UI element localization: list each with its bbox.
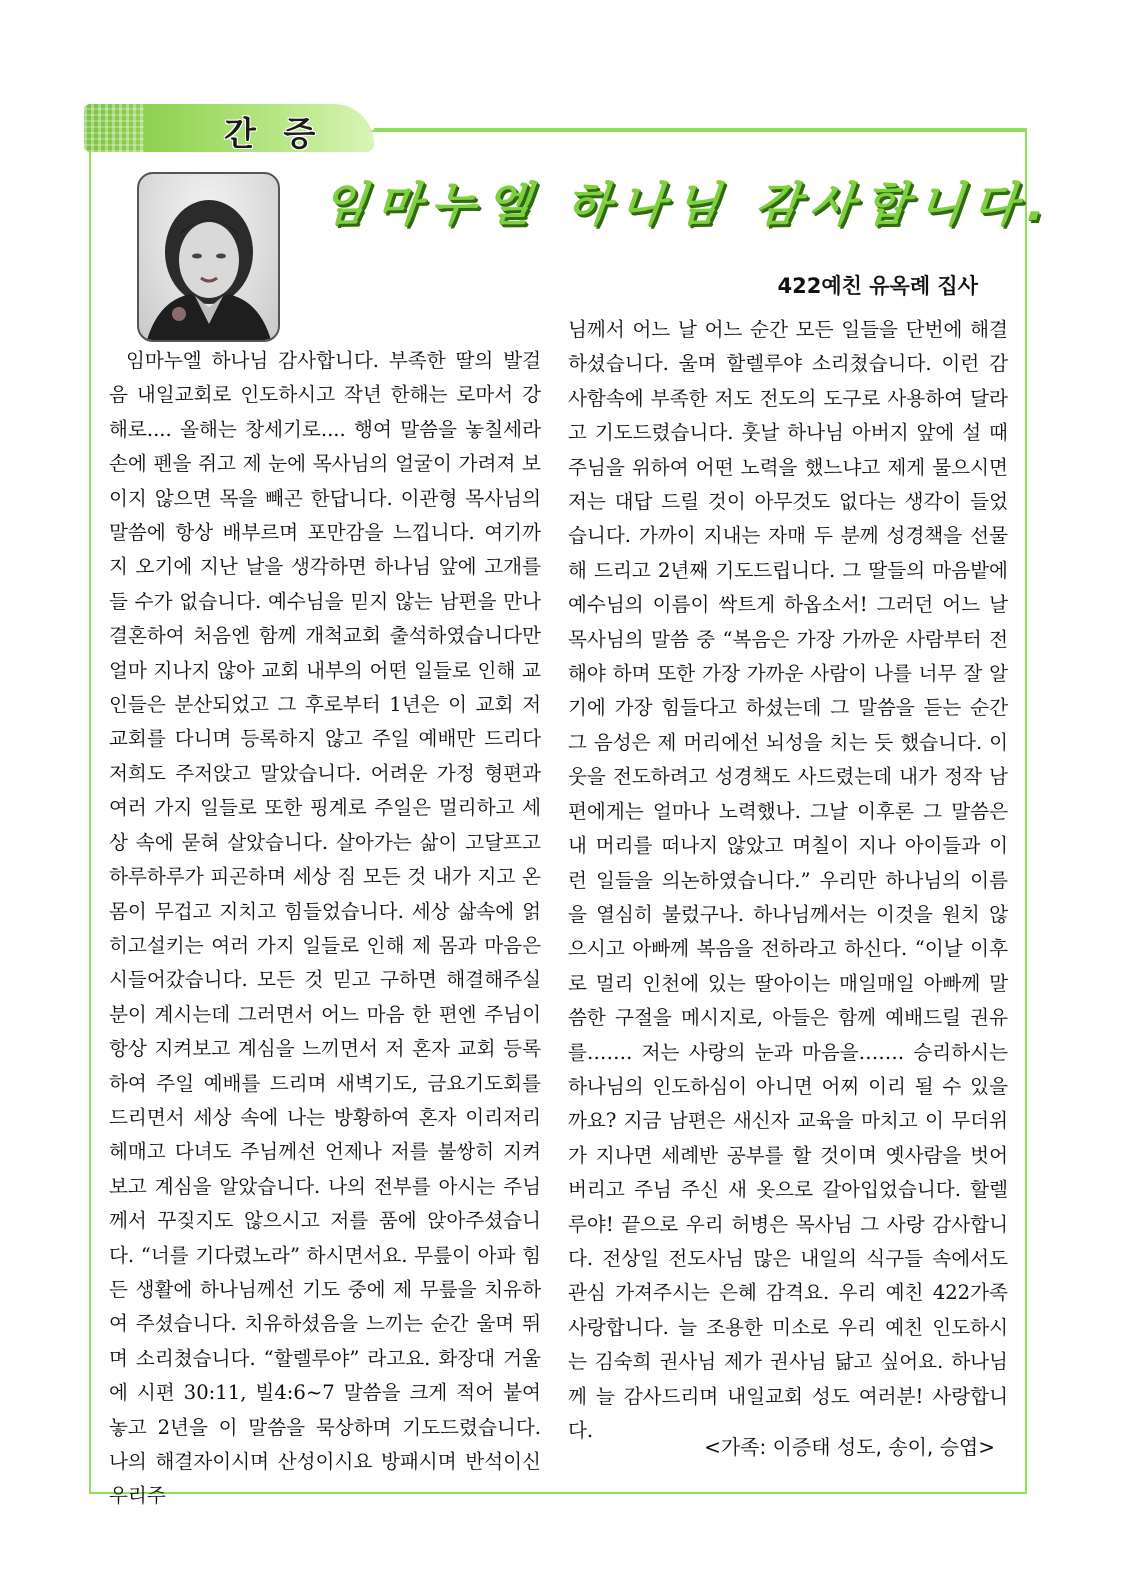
portrait-image bbox=[139, 174, 278, 340]
tab-pattern bbox=[84, 104, 144, 152]
section-label: 간 증 bbox=[224, 114, 324, 152]
article-title: 임마누엘 하나님 감사합니다. bbox=[319, 177, 1059, 231]
family-note: <가족: 이증태 성도, 송이, 승엽> bbox=[704, 1435, 995, 1459]
author-byline: 422예친 유옥례 집사 bbox=[777, 274, 978, 298]
body-column-right: 님께서 어느 날 어느 순간 모든 일들을 단번에 해결 하셨습니다. 울며 할렐루야 소리쳤습니다. 이런 감사함속에 부족한 저도 전도의 도구로 사용하여 달라고 기도드렸습니다. 훗날 하나님 아버지 앞에 설 때 주님을 위하여 어떤 노력을 했느냐고 제게 물으시면 저는 대답 드릴 것이 아무것도 없다는 생각이 들었습니다. 가까이 지내는 자매 두 분께 성경책을 선물해 드리고 2년째 기도드립니다. 그 딸들의 마음밭에 예수님의 이름이 싹트게 하옵소서! 그러던 어느 날 목사님의 말씀 중 “복음은 가장 가까운 사람부터 전해야 하며 또한 가장 가까운 사람이 나를 너무 잘 알기에 가장 힘들다고 하셨는데 그 말씀을 듣는 순간 그 음성은 제 머리에선 뇌성을 치는 듯 했습니다. 이웃을 전도하려고 성경책도 사드렸는데 내가 정작 남편에게는 얼마나 노력했나. 그날 이후론 그 말씀은 내 머리를 떠나지 않았고 며칠이 지나 아이들과 이런 일들을 의논하였습니다.” 우리만 하나님의 이름을 열심히 불렀구나. 하나님께서는 이것을 원치 않으시고 아빠께 복음을 전하라고 하신다. “이날 이후로 멀리 인천에 있는 딸아이는 매일매일 아빠께 말씀한 구절을 메시지로, 아들은 함께 예배드릴 권유를……. 저는 사랑의 눈과 마음을……. 승리하시는 하나님의 인도하심이 아니면 어찌 이리 될 수 있을까요? 지금 남편은 새신자 교육을 마치고 이 무더위가 지나면 세례반 공부를 할 것이며 옛사람을 벗어버리고 주님 주신 새 옷으로 갈아입었습니다. 할렐루야! 끝으로 우리 허병은 목사님 그 사랑 감사합니다. 전상일 전도사님 많은 내일의 식구들 속에서도 관심 가져주시는 은혜 감격요. 우리 예친 422가족 사랑합니다. 늘 조용한 미소로 우리 예친 인도하시는 김숙희 권사님 제가 권사님 닮고 싶어요. 하나님께 늘 감사드리며 내일교회 성도 여러분! 사랑합니다. bbox=[568, 318, 1008, 1442]
author-photo bbox=[137, 172, 280, 342]
body-column-left: 임마누엘 하나님 감사합니다. 부족한 딸의 발걸음 내일교회로 인도하시고 작년 한해는 로마서 강해로.... 올해는 창세기로.... 행여 말씀을 놓칠세라 손에 펜을 쥐고 제 눈에 목사님의 얼굴이 가려져 보이지 않으면 목을 빼곤 한답니다. 이관형 목사님의 말씀에 항상 배부르며 포만감을 느낍니다. 여기까지 오기에 지난 날을 생각하면 하나님 앞에 고개를 들 수가 없습니다. 예수님을 믿지 않는 남편을 만나 결혼하여 처음엔 함께 개척교회 출석하였습니다만 얼마 지나지 않아 교회 내부의 어떤 일들로 인해 교인들은 분산되었고 그 후로부터 1년은 이 교회 저 교회를 다니며 등록하지 않고 주일 예배만 드리다 저희도 주저앉고 말았습니다. 어려운 가정 형편과 여러 가지 일들로 또한 핑계로 주일은 멀리하고 세상 속에 묻혀 살았습니다. 살아가는 삶이 고달프고 하루하루가 피곤하며 세상 짐 모든 것 내가 지고 온 몸이 무겁고 지치고 힘들었습니다. 세상 삶속에 얽히고설키는 여러 가지 일들로 인해 제 몸과 마음은 시들어갔습니다. 모든 것 믿고 구하면 해결해주실 분이 계시는데 그러면서 어느 마음 한 편엔 주님이 항상 지켜보고 계심을 느끼면서 저 혼자 교회 등록하여 주일 예배를 드리며 새벽기도, 금요기도회를 드리면서 세상 속에 나는 방황하여 혼자 이리저리 헤매고 다녀도 주님께선 언제나 저를 불쌍히 지켜보고 계심을 알았습니다. 나의 전부를 아시는 주님께서 꾸짖지도 않으시고 저를 품에 앉아주셨습니다. “너를 기다렸노라” 하시면서요. 무릎이 아파 힘든 생활에 하나님께선 기도 중에 제 무릎을 치유하여 주셨습니다. 치유하셨음을 느끼는 순간 울며 뛰며 소리쳤습니다. “할렐루야” 라고요. 화장대 거울에 시편 30:11, 빌4:6~7 말씀을 크게 적어 붙여 놓고 2년을 이 말씀을 묵상하며 기도드렸습니다. 나의 해결자이시며 산성이시요 방패시며 반석이신 우리주 bbox=[109, 349, 541, 1508]
section-tab bbox=[84, 104, 374, 152]
header-rule bbox=[374, 128, 1027, 130]
